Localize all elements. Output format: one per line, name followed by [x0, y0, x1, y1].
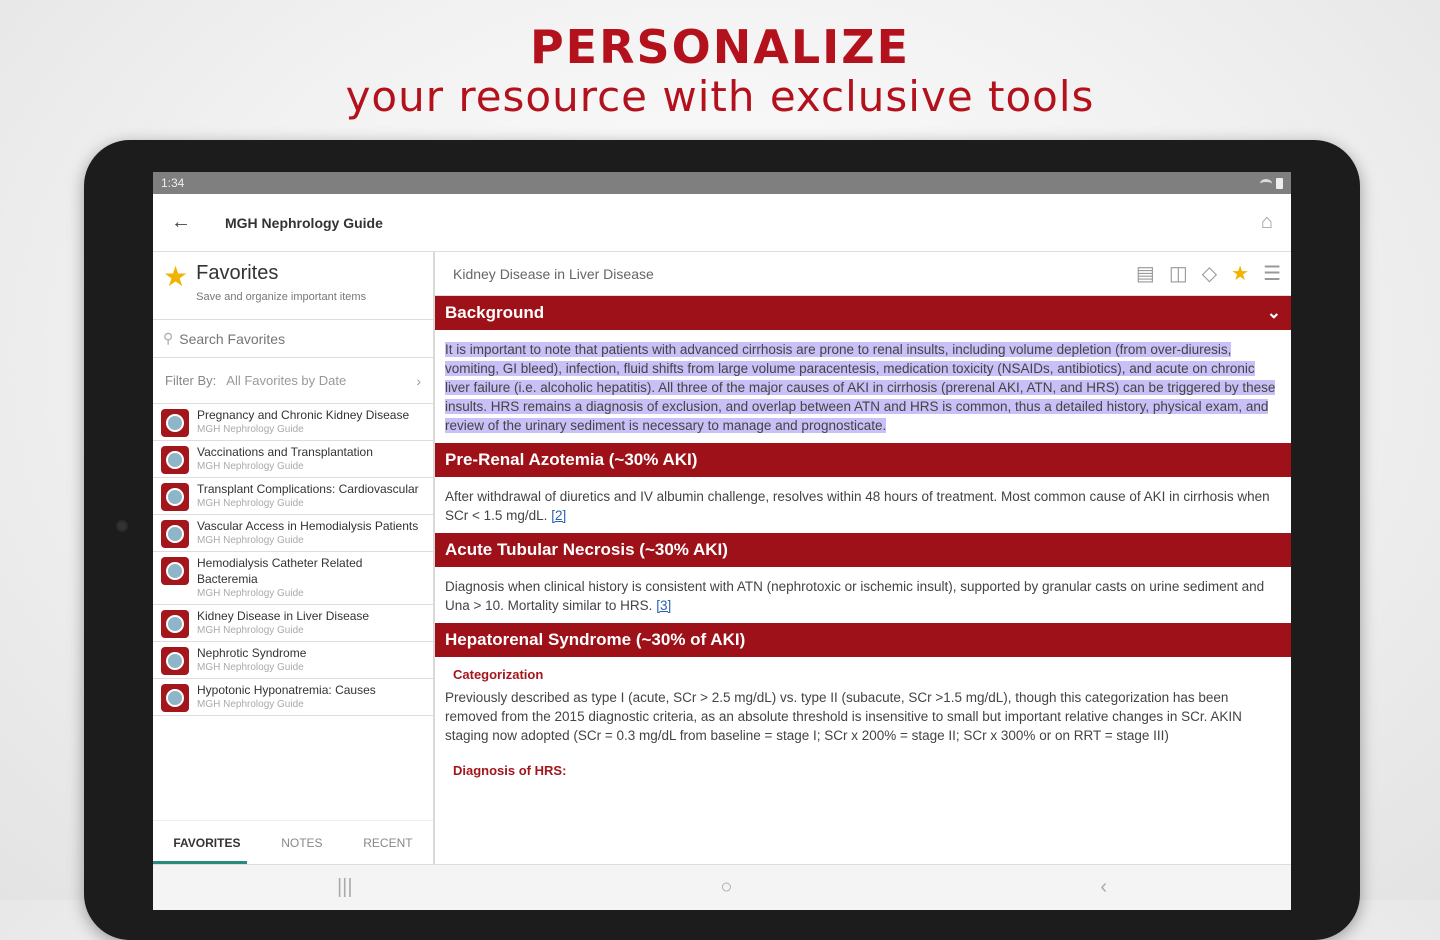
guide-book-icon	[161, 684, 189, 712]
list-item-source: MGH Nephrology Guide	[197, 625, 304, 636]
list-item-title: Hypotonic Hyponatremia: Causes	[197, 683, 376, 697]
guide-book-icon	[161, 446, 189, 474]
content-pane	[435, 252, 1291, 864]
section-title: Hepatorenal Syndrome (~30% of AKI)	[445, 630, 746, 649]
home-circle-icon[interactable]: ○	[720, 876, 733, 898]
subheading-diagnosis: Diagnosis of HRS:	[453, 763, 567, 778]
android-nav-bar	[153, 864, 1291, 910]
notes-icon[interactable]: ☰	[1263, 263, 1281, 285]
back-arrow-icon[interactable]: ←	[171, 211, 191, 233]
guide-book-icon	[161, 483, 189, 511]
tab-favorites[interactable]: FAVORITES	[173, 835, 241, 850]
promo-title: PERSONALIZE	[529, 20, 911, 74]
tablet-camera	[116, 520, 128, 532]
filter-value: All Favorites by Date	[226, 373, 347, 388]
list-item[interactable]	[153, 441, 433, 478]
content-toolbar	[435, 252, 1291, 296]
reference-link[interactable]: [3]	[656, 598, 672, 613]
filter-label: Filter By:	[165, 373, 217, 388]
nav-back-icon[interactable]: ‹	[1100, 876, 1108, 898]
book-icon[interactable]: ▤	[1135, 263, 1155, 285]
toolbar-icons	[1136, 261, 1281, 286]
guide-book-icon	[161, 520, 189, 548]
search-icon: ⚲	[163, 330, 174, 346]
list-item-source: MGH Nephrology Guide	[197, 588, 304, 599]
guide-book-icon	[161, 557, 189, 585]
app-bar	[153, 194, 1291, 252]
list-item[interactable]	[153, 515, 433, 552]
list-item-title: Kidney Disease in Liver Disease	[197, 609, 370, 623]
section-header-background[interactable]	[435, 296, 1291, 330]
section-body-hrs: Previously described as type I (acute, SCr > 2.5 mg/dL) vs. type II (subacute, SCr >1.5 mg/dL), though this categorization has been removed from the 2015 diagnostic criteria, as an absolute threshold is insensitive to small but important relative changes in SCr. AKIN staging now adopted (SCr = 0.3 mg/dL from baseline = stage I; SCr x 200% = stage II; SCr x 300% or on RRT = stage III)	[445, 690, 1242, 743]
list-item-title: Transplant Complications: Cardiovascular	[197, 482, 419, 496]
promo-subtitle: your resource with exclusive tools	[345, 72, 1095, 121]
tablet-screen	[153, 172, 1291, 898]
guide-book-icon	[161, 610, 189, 638]
reference-link[interactable]: [2]	[551, 508, 567, 523]
favorites-list	[153, 404, 433, 820]
section-header-atn[interactable]	[435, 533, 1291, 567]
section-body-atn	[435, 567, 1291, 623]
list-item-source: MGH Nephrology Guide	[197, 424, 304, 435]
list-item[interactable]	[153, 642, 433, 679]
section-header-pre-renal[interactable]	[435, 443, 1291, 477]
list-item-title: Vascular Access in Hemodialysis Patients	[197, 519, 419, 533]
list-item-title: Pregnancy and Chronic Kidney Disease	[197, 408, 410, 422]
chevron-right-icon: ›	[416, 372, 421, 389]
tab-notes[interactable]: NOTES	[281, 835, 323, 850]
guide-book-icon	[161, 647, 189, 675]
search-favorites-input[interactable]	[179, 331, 399, 347]
section-body-pre-renal	[435, 477, 1291, 533]
status-time: 1:34	[161, 176, 185, 190]
chevron-down-icon[interactable]: ⌄	[1266, 303, 1281, 322]
subheading-categorization: Categorization	[453, 667, 544, 682]
list-item-title: Nephrotic Syndrome	[197, 646, 307, 660]
star-icon: ★	[163, 261, 189, 292]
list-item-source: MGH Nephrology Guide	[197, 498, 304, 509]
favorites-header	[153, 252, 433, 320]
status-bar	[153, 172, 1291, 194]
status-icons	[1260, 178, 1283, 189]
active-tab-indicator	[153, 861, 247, 864]
list-item[interactable]	[153, 679, 433, 716]
favorites-sidebar	[153, 252, 435, 864]
recents-icon[interactable]: |||	[336, 876, 353, 898]
list-item-source: MGH Nephrology Guide	[197, 662, 304, 673]
list-item[interactable]	[153, 404, 433, 441]
star-icon[interactable]: ★	[1231, 263, 1250, 285]
section-body-background	[435, 330, 1291, 443]
search-row	[153, 320, 433, 358]
battery-icon	[1276, 178, 1283, 189]
section-header-hrs[interactable]	[435, 623, 1291, 657]
save-icon[interactable]: ◫	[1168, 263, 1188, 285]
list-item-title: Hemodialysis Catheter Related Bacteremia	[197, 556, 363, 586]
list-item[interactable]	[153, 478, 433, 515]
list-item-source: MGH Nephrology Guide	[197, 461, 304, 472]
tag-icon[interactable]: ◇	[1201, 263, 1218, 285]
filter-row[interactable]	[153, 358, 433, 404]
list-item[interactable]	[153, 552, 433, 605]
list-item-source: MGH Nephrology Guide	[197, 535, 304, 546]
section-title: Pre-Renal Azotemia (~30% AKI)	[445, 450, 698, 469]
section-text: Diagnosis when clinical history is consistent with ATN (nephrotoxic or ischemic insult), supported by granular casts on urine sediment and Una > 10. Mortality similar to HRS.	[445, 579, 1265, 613]
tab-recent[interactable]: RECENT	[363, 835, 413, 850]
favorites-subtitle: Save and organize important items	[196, 291, 367, 303]
guide-book-icon	[161, 409, 189, 437]
section-title: Acute Tubular Necrosis (~30% AKI)	[445, 540, 728, 559]
list-item[interactable]	[153, 605, 433, 642]
document-title: Kidney Disease in Liver Disease	[453, 265, 654, 282]
app-title: MGH Nephrology Guide	[225, 214, 383, 231]
section-text: After withdrawal of diuretics and IV albumin challenge, resolves within 48 hours of treatment. Most common cause of AKI in cirrhosis when SCr < 1.5 mg/dL.	[445, 489, 1270, 523]
highlighted-text[interactable]: It is important to note that patients with advanced cirrhosis are prone to renal insults, including volume depletion (from over-diuresis, vomiting, GI bleed), infection, fluid shifts from large volume paracentesis, medication toxicity (NSAIDs, antibiotics), and acute on chronic liver failure (i.e. alcoholic hepatitis). All three of the major causes of AKI in cirrhosis (prerenal AKI, ATN, and HRS) can be triggered by these insults. HRS remains a diagnosis of exclusion, and overlap between ATN and HRS is common, thus a detailed history, physical exam, and review of the urinary sediment is necessary to manage and prognosticate.	[445, 342, 1276, 433]
wifi-icon	[1260, 179, 1272, 188]
body-area	[153, 252, 1291, 864]
list-item-title: Vaccinations and Transplantation	[197, 445, 373, 459]
favorites-title: Favorites	[196, 262, 279, 284]
section-title: Background	[445, 303, 545, 322]
home-icon[interactable]: ⌂	[1260, 211, 1273, 233]
list-item-source: MGH Nephrology Guide	[197, 699, 304, 710]
sidebar-tabs	[153, 820, 433, 864]
